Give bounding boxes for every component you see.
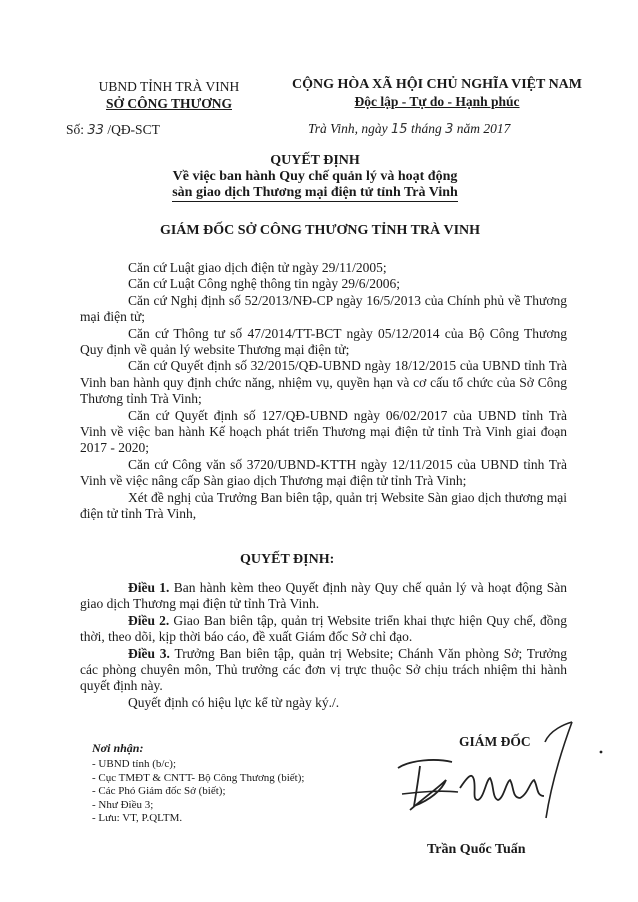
basis-item: Xét đề nghị của Trưởng Ban biên tập, quản trị Website Sàn giao dịch thương mại điện tử tỉnh Trà Vinh, — [80, 489, 567, 522]
basis-item: Căn cứ Nghị định số 52/2013/NĐ-CP ngày 16/5/2013 của Chính phủ về Thương mại điện tử; — [80, 292, 567, 325]
article-1: Điều 1. Ban hành kèm theo Quyết định này Quy chế quản lý và hoạt động Sàn giao dịch Thương mại điện tử tỉnh Trà Vinh. — [80, 580, 567, 612]
recipient-item: - Các Phó Giám đốc Sở (biết); — [92, 785, 226, 798]
handwritten-number: 33 — [87, 123, 104, 138]
issuing-authority: GIÁM ĐỐC SỞ CÔNG THƯƠNG TỈNH TRÀ VINH — [159, 223, 481, 238]
recipients-title: Nơi nhận: — [92, 741, 144, 755]
recipient-item: - Cục TMĐT & CNTT- Bộ Công Thương (biết); — [92, 771, 305, 784]
subject-line-2: sàn giao dịch Thương mại điện tử tỉnh Trà Vinh — [172, 185, 458, 200]
basis-item: Căn cứ Quyết định số 32/2015/QĐ-UBND ngày 18/12/2015 của UBND tỉnh Trà Vinh ban hành quy định chức năng, nhiệm vụ, quyền hạn và cơ cấu tổ chức của Sở Công Thương tỉnh Trà Vinh; — [80, 358, 567, 407]
basis-item: Căn cứ Quyết định số 127/QĐ-UBND ngày 06/02/2017 của UBND tỉnh Trà Vinh về việc ban hành Kế hoạch phát triển Thương mại điện tử tỉnh Trà Vinh giai đoạn 2017 - 2020; — [80, 407, 567, 456]
handwritten-month: 3 — [445, 122, 454, 137]
signer-name: Trần Quốc Tuấn — [427, 842, 526, 857]
subject-line-1: Về việc ban hành Quy chế quản lý và hoạt động — [172, 169, 458, 184]
decision-title — [100, 153, 530, 201]
basis-item: Căn cứ Luật giao dịch điện tử ngày 29/11/2005; — [128, 260, 387, 275]
document-number: Số: 33 /QĐ-SCT — [66, 122, 160, 138]
agency-province: UBND TỈNH TRÀ VINH — [98, 79, 240, 94]
basis-item: Căn cứ Luật Công nghệ thông tin ngày 29/6/2006; — [128, 276, 401, 292]
article-3: Điều 3. Trưởng Ban biên tập, quản trị Website; Chánh Văn phòng Sở; Trưởng các phòng chuyên môn, Thủ trưởng các đơn vị trực thuộc Sở chịu trách nhiệm thi hành quyết định này. — [80, 645, 567, 694]
handwritten-day: 15 — [391, 122, 408, 137]
effective-clause: Quyết định có hiệu lực kể từ ngày ký./. — [128, 694, 340, 710]
recipient-item: - UBND tỉnh (b/c); — [92, 758, 177, 770]
motto: Độc lập - Tự do - Hạnh phúc — [354, 94, 520, 109]
handwritten-signature — [380, 720, 610, 840]
signer-title: GIÁM ĐỐC — [459, 734, 531, 749]
national-motto — [262, 76, 612, 110]
recipient-item: - Lưu: VT, P.QLTM. — [92, 812, 183, 825]
articles — [80, 580, 567, 711]
issuing-agency — [64, 78, 274, 112]
legal-basis — [80, 260, 567, 523]
basis-item: Căn cứ Thông tư số 47/2014/TT-BCT ngày 05/12/2014 của Bộ Công Thương Quy định về quản lý website Thương mại điện tử; — [80, 325, 567, 358]
recipients-list — [92, 758, 304, 826]
agency-department: SỞ CÔNG THƯƠNG — [105, 96, 232, 111]
nation-name: CỘNG HÒA XÃ HỘI CHỦ NGHĨA VIỆT NAM — [291, 77, 582, 92]
decision-heading: QUYẾT ĐỊNH: — [240, 552, 335, 567]
document-type: QUYẾT ĐỊNH — [270, 153, 360, 168]
issue-date: Trà Vinh, ngày 15 tháng 3 năm 2017 — [308, 121, 511, 137]
basis-item: Căn cứ Công văn số 3720/UBND-KTTH ngày 12/11/2015 của UBND tỉnh Trà Vinh về việc nâng cấp Sàn giao dịch Thương mại điện tử tỉnh Trà Vinh; — [80, 456, 567, 489]
recipient-item: - Như Điều 3; — [92, 798, 154, 811]
article-2: Điều 2. Giao Ban biên tập, quản trị Website triển khai thực hiện Quy chế, đồng thời, theo dõi, kịp thời báo cáo, đề xuất Giám đốc Sở chỉ đạo. — [80, 612, 568, 645]
